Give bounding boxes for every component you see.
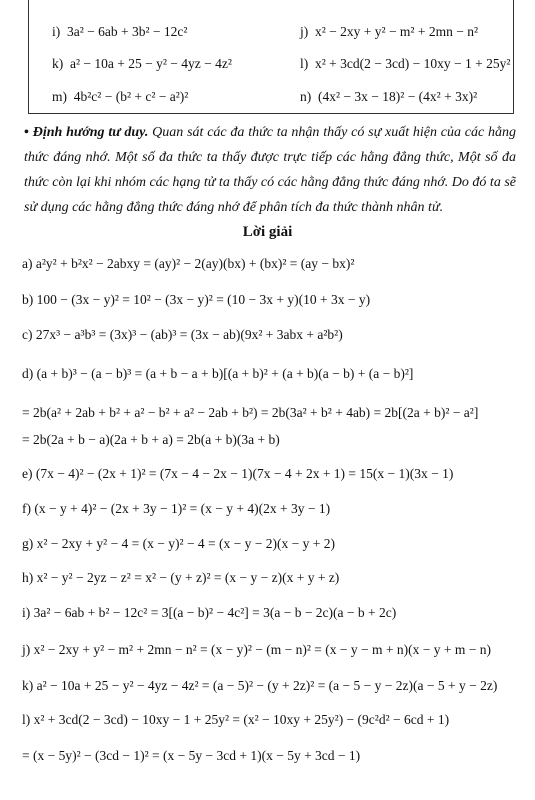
solution-g: g) x² − 2xy + y² − 4 = (x − y)² − 4 = (x − y − 2)(x − y + 2) <box>22 536 335 551</box>
solution-e: e) (7x − 4)² − (2x + 1)² = (7x − 4 − 2x − 1)(7x − 4 + 2x + 1) = 15(x − 1)(3x − 1) <box>22 466 454 481</box>
solution-h: h) x² − y² − 2yz − z² = x² − (y + z)² = (x − y − z)(x + y + z) <box>22 570 340 585</box>
guidance-text: Quan sát các đa thức ta nhận thấy có sự xuất hiện của các hằng thức đáng nhớ. Một số đa thức ta thấy được trực tiếp các hằng đẳng thức, Một số đa thức còn lại khi nhóm các hạng tử ta thấy có các hằng đẳng thức đáng nhớ. Do đó ta sẽ sử dụng các hằng đẳng thức đáng nhớ để phân tích đa thức thành nhân tử. <box>24 125 516 215</box>
bullet-icon: • <box>24 125 29 140</box>
solution-d: d) (a + b)³ − (a − b)³ = (a + b − a + b)[(a + b)² + (a + b)(a − b) + (a − b)²] <box>22 366 414 381</box>
solution-d-step3: = 2b(2a + b − a)(2a + b + a) = 2b(a + b)(3a + b) <box>22 432 280 447</box>
solution-b: b) 100 − (3x − y)² = 10² − (3x − y)² = (10 − 3x + y)(10 + 3x − y) <box>22 292 371 307</box>
solution-l-step2: = (x − 5y)² − (3cd − 1)² = (x − 5y − 3cd + 1)(x − 5y + 3cd − 1) <box>22 748 361 763</box>
problem-m: m) 4b²c² − (b² + c² − a²)² <box>52 89 189 104</box>
solution-d-step2: = 2b(a² + 2ab + b² + a² − b² + a² − 2ab + b²) = 2b(3a² + b² + 4ab) = 2b[(2a + b)² − a²] <box>22 405 479 420</box>
solution-f: f) (x − y + 4)² − (2x + 3y − 1)² = (x − y + 4)(2x + 3y − 1) <box>22 501 331 516</box>
solution-j: j) x² − 2xy + y² − m² + 2mn − n² = (x − y)² − (m − n)² = (x − y − m + n)(x − y + m − n) <box>22 642 491 657</box>
guidance-label: Định hướng tư duy. <box>32 125 149 140</box>
guidance-paragraph <box>24 120 516 220</box>
solution-a: a) a²y² + b²x² − 2abxy = (ay)² − 2(ay)(bx) + (bx)² = (ay − bx)² <box>22 256 355 271</box>
problem-j: j) x² − 2xy + y² − m² + 2mn − n² <box>300 24 479 39</box>
solution-i: i) 3a² − 6ab + b² − 12c² = 3[(a − b)² − 4c²] = 3(a − b − 2c)(a − b + 2c) <box>22 605 397 620</box>
solution-k: k) a² − 10a + 25 − y² − 4yz − 4z² = (a − 5)² − (y + 2z)² = (a − 5 − y − 2z)(a − 5 + y − 2z) <box>22 678 498 693</box>
solution-title: Lời giải <box>242 224 293 240</box>
problem-n: n) (4x² − 3x − 18)² − (4x² + 3x)² <box>300 89 478 104</box>
solution-l: l) x² + 3cd(2 − 3cd) − 10xy − 1 + 25y² = (x² − 10xy + 25y²) − (9c²d² − 6cd + 1) <box>22 712 450 727</box>
problem-k: k) a² − 10a + 25 − y² − 4yz − 4z² <box>52 56 232 71</box>
problem-i: i) 3a² − 6ab + 3b² − 12c² <box>52 24 188 39</box>
problem-l: l) x² + 3cd(2 − 3cd) − 10xy − 1 + 25y² <box>300 56 511 71</box>
solution-c: c) 27x³ − a³b³ = (3x)³ − (ab)³ = (3x − ab)(9x² + 3abx + a²b²) <box>22 327 343 342</box>
